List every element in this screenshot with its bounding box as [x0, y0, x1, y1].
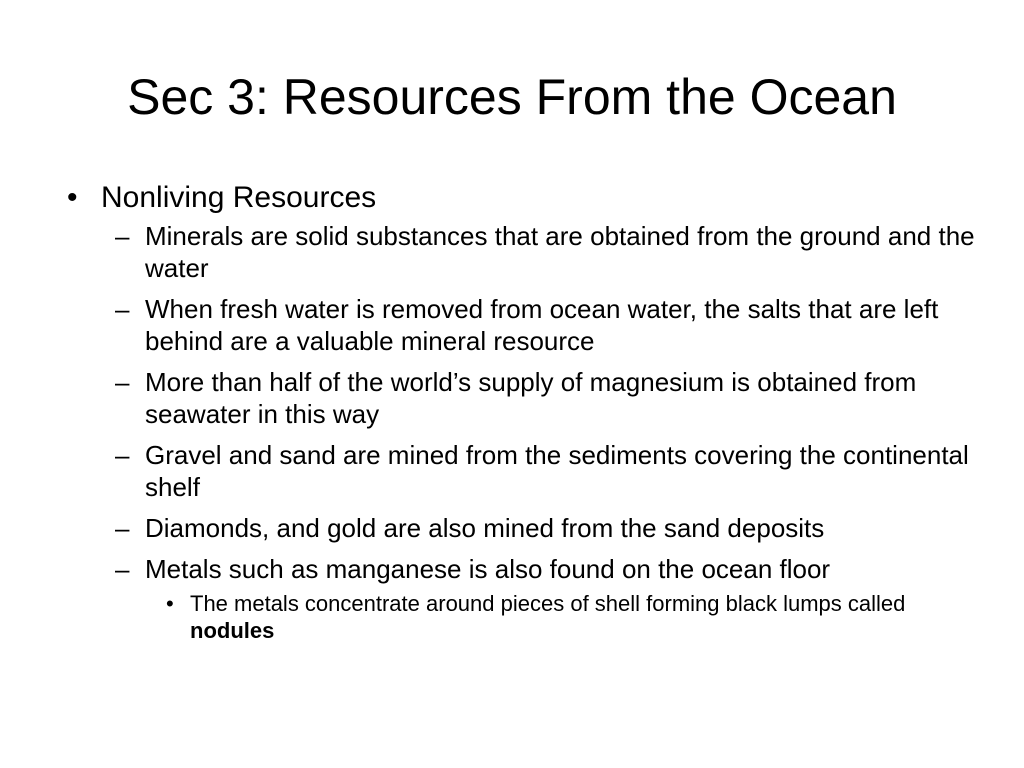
sub-sub-bullet-text: The metals concentrate around pieces of shell forming black lumps called	[190, 591, 906, 616]
sub-bullet-metals	[101, 553, 980, 585]
sub-bullet-text: When fresh water is removed from ocean water, the salts that are left behind are a valuable mineral resource	[145, 294, 939, 356]
dash-icon: –	[115, 513, 130, 543]
dash-icon: –	[115, 367, 130, 397]
sub-sub-bullet-nodules	[145, 590, 980, 644]
sub-bullet-text: Diamonds, and gold are also mined from the sand deposits	[145, 513, 825, 543]
sub-bullet-text: More than half of the world’s supply of magnesium is obtained from seawater in this way	[145, 367, 917, 429]
bullet-nonliving-resources	[60, 180, 980, 216]
dash-icon: –	[115, 554, 130, 584]
sub-bullet-minerals	[101, 220, 980, 284]
slide-content	[60, 180, 980, 644]
small-bullet-dot-icon: •	[166, 591, 174, 616]
dash-icon: –	[115, 440, 130, 470]
sub-bullet-magnesium	[101, 366, 980, 430]
sub-bullet-salts	[101, 293, 980, 357]
sub-bullet-diamonds-gold	[101, 512, 980, 544]
bullet-dot-icon: •	[67, 181, 78, 214]
dash-icon: –	[115, 221, 130, 251]
sub-bullet-gravel-sand	[101, 439, 980, 503]
slide-title: Sec 3: Resources From the Ocean	[127, 69, 897, 125]
sub-bullet-text: Minerals are solid substances that are obtained from the ground and the water	[145, 221, 975, 283]
nodules-term: nodules	[190, 618, 275, 643]
sub-bullet-text: Gravel and sand are mined from the sediments covering the continental shelf	[145, 440, 969, 502]
sub-bullet-text: Metals such as manganese is also found on the ocean floor	[145, 554, 831, 584]
dash-icon: –	[115, 294, 130, 324]
bullet-text: Nonliving Resources	[101, 181, 377, 214]
